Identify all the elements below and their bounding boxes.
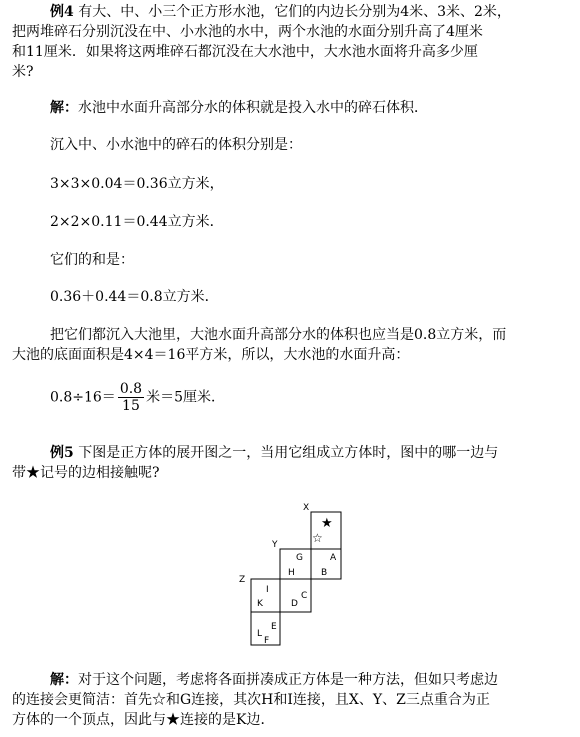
label-a: A (330, 553, 337, 563)
solution4-sum: 0.36＋0.44＝0.8立方米． (50, 289, 219, 305)
label-z: Z (239, 575, 246, 585)
solution5-line1: 解：对于这个问题，考虑将各面拼凑成正方体是一种方法，但如只考虑边 (50, 672, 498, 688)
label-y: Y (272, 540, 278, 550)
solution5-line2: 的连接会更简洁：首先☆和G连接，其次H和I连接，且X、Y、Z三点重合为正 (12, 692, 490, 708)
face-ik (251, 579, 280, 612)
example5-label: 例5 (50, 445, 74, 461)
label-h: H (288, 568, 295, 578)
fraction: $\frac{0.8}{15}$ (119, 381, 143, 414)
solution4-calc1: 3×3×0.04＝0.36立方米， (50, 176, 224, 192)
label-l: L (257, 629, 263, 639)
label-x: X (303, 503, 310, 513)
example5-line1: 例5 下图是正方体的展开图之一，当用它组成立方体时，图中的哪一边与 (50, 445, 499, 461)
solution4-label: 解： (50, 100, 78, 116)
label-b: B (321, 568, 328, 578)
example5-line2: 带★记号的边相接触呢? (12, 465, 160, 481)
label-c: C (301, 591, 308, 601)
solution4-intro: 解：水池中水面升高部分水的体积就是投入水中的碎石体积． (50, 100, 428, 116)
solution5-label: 解： (50, 672, 78, 688)
solution5-line3: 方体的一个顶点，因此与★连接的是K边． (12, 712, 275, 728)
example4-line2: 把两堆碎石分别沉没在中、小水池的水中，两个水池的水面分别升高了4厘米 (12, 24, 483, 40)
label-f: F (264, 636, 270, 646)
solution4-final: 0.8÷16＝ $\frac{0.8}{15}$ 米＝5厘米． (50, 381, 225, 414)
label-d: D (291, 599, 298, 609)
star-icon: ★ (321, 516, 333, 531)
example4-line1: 例4 有大、中、小三个正方形水池，它们的内边长分别为4米、3米、2米， (50, 4, 511, 20)
hollow-star-icon: ☆ (312, 531, 323, 545)
label-k: K (257, 599, 263, 609)
label-i: I (266, 585, 269, 595)
solution4-para-line1: 把它们都沉入大池里，大池水面升高部分水的体积也应当是0.8立方米，而 (50, 327, 507, 343)
label-e: E (271, 622, 277, 632)
label-g: G (296, 553, 303, 563)
solution4-calc2: 2×2×0.11＝0.44立方米． (50, 214, 224, 230)
solution4-para-line2: 大池的底面面积是4×4＝16平方米，所以，大水池的水面升高： (12, 347, 410, 363)
example4-line4: 米? (12, 64, 34, 80)
example4-line3: 和11厘米．如果将这两堆碎石都沉没在大水池中，大水池水面将升高多少厘 (12, 44, 478, 60)
solution4-volumes-heading: 沉入中、小水池中的碎石的体积分别是： (50, 137, 302, 153)
example4-label: 例4 (50, 4, 74, 20)
solution4-sum-heading: 它们的和是： (50, 252, 134, 268)
